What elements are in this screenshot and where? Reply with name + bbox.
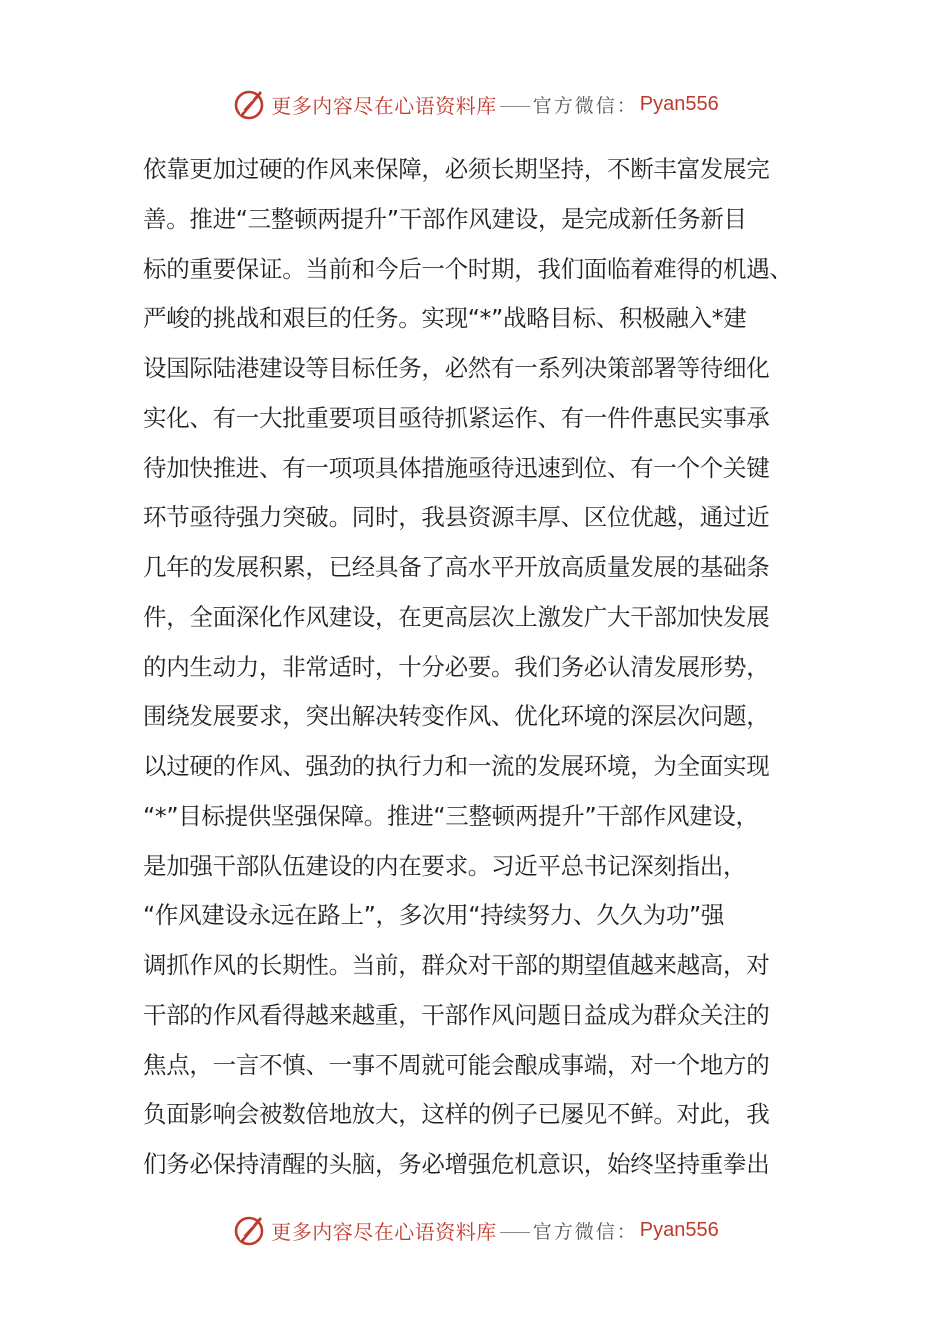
quill-pen-logo-icon: [231, 1212, 267, 1248]
body-line: 以过硬的作风、强劲的执行力和一流的发展环境，为全面实现: [143, 752, 770, 780]
footer-wechat-id: Pyan556: [639, 1218, 719, 1241]
header-brand-text: 更多内容尽在心语资料库: [271, 93, 497, 118]
body-line: 是加强干部队伍建设的内在要求。习近平总书记深刻指出，: [143, 851, 747, 880]
quill-pen-logo-icon: [231, 86, 267, 122]
header-wechat-id: Pyan556: [639, 92, 719, 115]
body-line: 干部的作风看得越来越重，干部作风问题日益成为群众关注的: [143, 1000, 770, 1029]
body-line: 善。推进“三整顿两提升”干部作风建设，是完成新任务新目: [143, 204, 747, 233]
document-body: [143, 145, 823, 1190]
footer-divider: [500, 1232, 530, 1233]
body-line: 们务必保持清醒的头脑，务必增强危机意识，始终坚持重拳出: [143, 1150, 770, 1178]
body-line: 的内生动力，非常适时，十分必要。我们务必认清发展形势，: [143, 652, 770, 681]
header-wechat-label: 官方微信：: [532, 94, 638, 117]
footer-wechat-label: 官方微信：: [532, 1220, 638, 1243]
header-banner: [0, 82, 950, 126]
body-line: 几年的发展积累，已经具备了高水平开放高质量发展的基础条: [143, 553, 770, 581]
body-line: 待加快推进、有一项项具体措施亟待迅速到位、有一个个关键: [143, 453, 770, 482]
body-line: 依靠更加过硬的作风来保障，必须长期坚持，不断丰富发展完: [143, 155, 770, 183]
body-line: 调抓作风的长期性。当前，群众对干部的期望值越来越高，对: [143, 951, 770, 979]
body-line: “*”目标提供坚强保障。推进“三整顿两提升”干部作风建设，: [143, 801, 759, 830]
body-line: 标的重要保证。当前和今后一个时期，我们面临着难得的机遇、: [143, 254, 793, 283]
body-line: 环节亟待强力突破。同时，我县资源丰厚、区位优越，通过近: [143, 503, 770, 532]
header-divider: [500, 106, 530, 107]
body-line: 焦点，一言不慎、一事不周就可能会酿成事端，对一个地方的: [143, 1050, 770, 1079]
body-line: 负面影响会被数倍地放大，这样的例子已屡见不鲜。对此，我: [143, 1100, 770, 1129]
body-line: 实化、有一大批重要项目亟待抓紧运作、有一件件惠民实事承: [143, 403, 770, 432]
body-line: 围绕发展要求，突出解决转变作风、优化环境的深层次问题，: [143, 702, 770, 731]
footer-banner: [0, 1208, 950, 1252]
footer-brand-text: 更多内容尽在心语资料库: [271, 1219, 497, 1244]
body-line: 严峻的挑战和艰巨的任务。实现“*”战略目标、积极融入*建: [143, 304, 747, 333]
body-line: 设国际陆港建设等目标任务，必然有一系列决策部署等待细化: [143, 354, 770, 382]
body-line: “作风建设永远在路上”，多次用“持续努力、久久为功”强: [143, 901, 725, 930]
body-line: 件，全面深化作风建设，在更高层次上激发广大干部加快发展: [143, 602, 770, 631]
